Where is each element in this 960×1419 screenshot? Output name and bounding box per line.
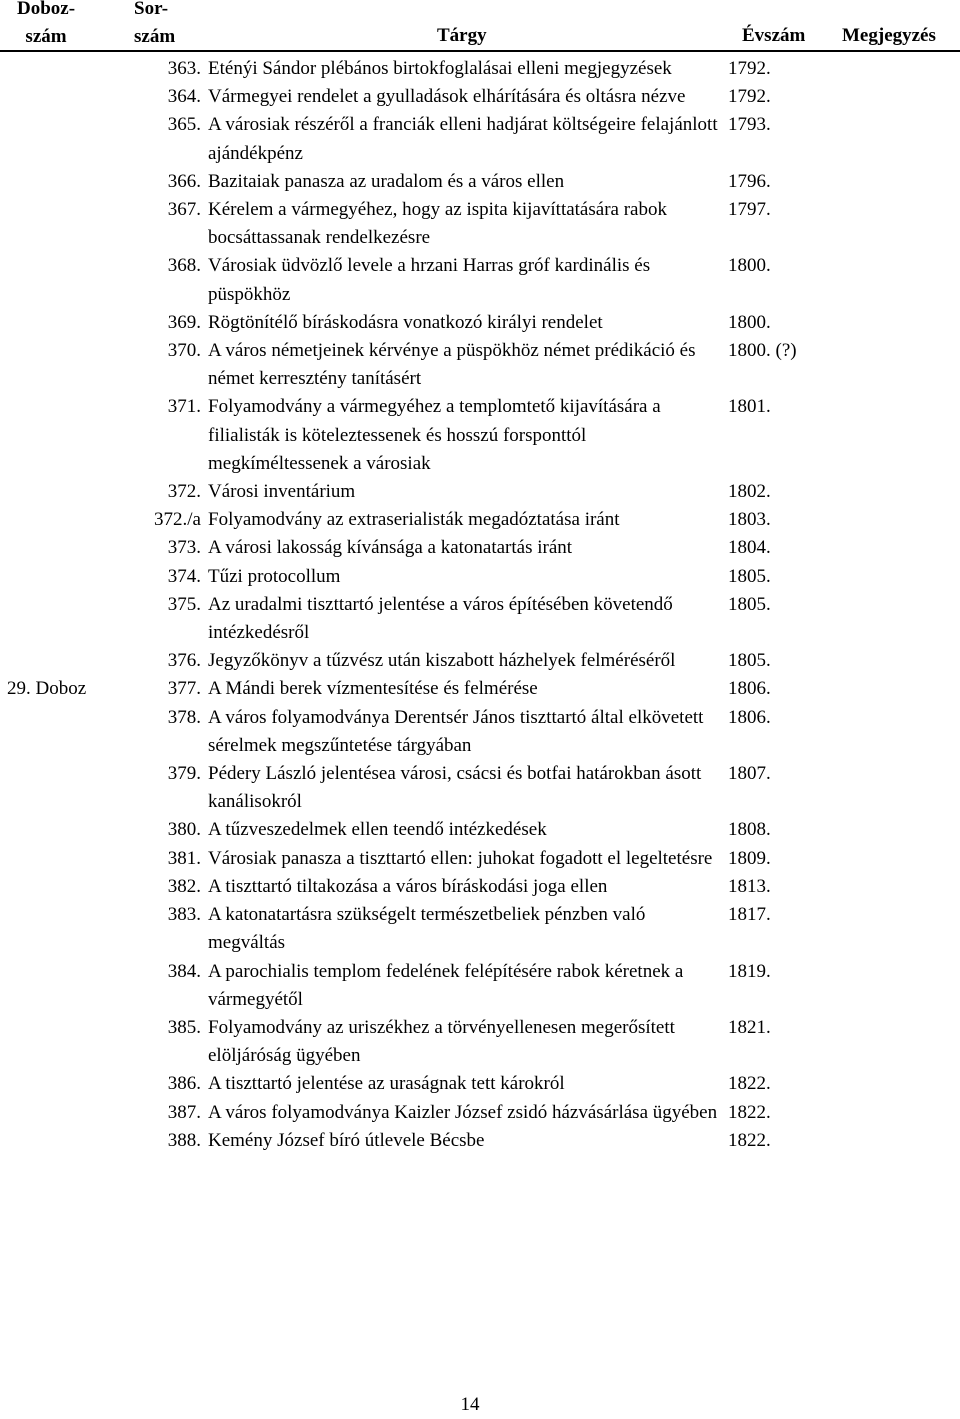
table-row [0, 873, 960, 901]
header-box-number: Doboz- szám [16, 0, 76, 47]
table-row [0, 1014, 960, 1070]
serial-number-cell: 383. [167, 904, 201, 926]
year-cell: 1792. [728, 58, 771, 79]
serial-number-cell: 367. [167, 199, 201, 221]
table-row [0, 563, 960, 591]
header-year: Évszám [742, 25, 806, 46]
table-row [0, 83, 960, 111]
table-row [0, 478, 960, 506]
subject-cell: A város folyamodványa Derentsér János tiszttartó által elkövetett sérelmek megszűntetése tárgyában [208, 706, 704, 756]
subject-cell: Városiak üdvözlő levele a hrzani Harras gróf kardinális és püspökhöz [208, 255, 651, 305]
serial-number-cell: 368. [167, 255, 201, 277]
serial-number-cell: 363. [167, 58, 201, 79]
subject-cell: A tiszttartó tiltakozása a város bíráskodási joga ellen [208, 875, 608, 897]
subject-cell: Tűzi protocollum [208, 565, 341, 587]
year-cell: 1801. [728, 396, 771, 418]
year-cell: 1800. [728, 255, 771, 277]
year-cell: 1817. [728, 904, 771, 926]
year-cell: 1805. [728, 593, 771, 615]
serial-number-cell: 372. [167, 481, 201, 503]
subject-cell: A város németjeinek kérvénye a püspökhöz német prédikáció és német kerresztény tanításért [208, 340, 696, 390]
year-cell: 1807. [728, 763, 771, 785]
year-cell: 1822. [728, 1073, 771, 1095]
table-row [0, 393, 960, 478]
serial-number-cell: 386. [167, 1073, 201, 1095]
serial-number-cell: 366. [167, 170, 201, 192]
page-number: 14 [460, 1394, 480, 1415]
table-row [0, 1127, 960, 1155]
subject-cell: A városiak részéről a franciák elleni hadjárat költségeire felajánlott ajándékpénz [208, 114, 718, 164]
record-list [0, 55, 960, 1155]
serial-number-cell: 377. [167, 678, 201, 700]
table-row [0, 1099, 960, 1127]
table-row [0, 168, 960, 196]
subject-cell: Pédery László jelentésea városi, csácsi és botfai határokban ásott kanálisokról [208, 763, 702, 813]
table-row [0, 704, 960, 760]
subject-cell: A város folyamodványa Kaizler József zsidó házvásárlása ügyében [208, 1101, 718, 1123]
serial-number-cell: 388. [167, 1129, 201, 1151]
year-cell: 1822. [728, 1129, 771, 1151]
subject-cell: Vármegyei rendelet a gyulladások elhárítására és oltásra nézve [208, 86, 686, 108]
serial-number-cell: 375. [167, 593, 201, 615]
table-row [0, 901, 960, 957]
subject-cell: A parochialis templom fedelének felépítésére rabok kéretnek a vármegyétől [208, 960, 684, 1010]
table-row [0, 337, 960, 393]
year-cell: 1822. [728, 1101, 771, 1123]
serial-number-cell: 385. [167, 1016, 201, 1038]
subject-cell: Jegyzőkönyv a tűzvész után kiszabott házhelyek felméréséről [208, 650, 676, 672]
serial-number-cell: 365. [167, 114, 201, 136]
subject-cell: A tűzveszedelmek ellen teendő intézkedések [208, 819, 547, 841]
serial-number-cell: 376. [167, 650, 201, 672]
year-cell: 1797. [728, 199, 771, 221]
table-row [0, 816, 960, 844]
year-cell: 1806. [728, 678, 771, 700]
subject-cell: Az uradalmi tiszttartó jelentése a város építésében követendő intézkedésről [208, 593, 673, 644]
year-cell: 1806. [728, 706, 771, 728]
table-row [0, 252, 960, 308]
year-cell: 1803. [728, 509, 771, 531]
serial-number-cell: 374. [167, 565, 201, 587]
table-row [0, 506, 960, 534]
year-cell: 1813. [728, 875, 771, 897]
serial-number-cell: 372./a [154, 509, 201, 531]
table-row [0, 196, 960, 252]
year-cell: 1802. [728, 481, 771, 503]
year-cell: 1793. [728, 114, 771, 136]
header-divider [0, 50, 960, 52]
year-cell: 1800. (?) [728, 340, 797, 362]
year-cell: 1804. [728, 537, 771, 559]
serial-number-cell: 373. [167, 537, 201, 559]
subject-cell: A Mándi berek vízmentesítése és felmérése [208, 678, 538, 700]
table-row [0, 55, 960, 83]
serial-number-cell: 384. [167, 960, 201, 982]
subject-cell: Városiak panasza a tiszttartó ellen: juhokat fogadott el legeltetésre [208, 847, 713, 869]
table-row [0, 958, 960, 1014]
serial-number-cell: 380. [167, 819, 201, 841]
table-row [0, 111, 960, 167]
table-row [0, 534, 960, 562]
serial-number-cell: 378. [167, 706, 201, 728]
serial-number-cell: 370. [167, 340, 201, 362]
table-row [0, 760, 960, 816]
subject-cell: Folyamodvány a vármegyéhez a templomtető kijavítására a filialisták is köteleztessenek és hosszú forsponttól megkíméltessenek a városiak [208, 396, 661, 474]
table-row [0, 647, 960, 675]
subject-cell: Folyamodvány az extraserialisták megadóztatása iránt [208, 509, 620, 531]
serial-number-cell: 369. [167, 311, 201, 333]
year-cell: 1808. [728, 819, 771, 841]
subject-cell: Rögtönítélő bíráskodásra vonatkozó királyi rendelet [208, 311, 603, 333]
serial-number-cell: 379. [167, 763, 201, 785]
subject-cell: Folyamodvány az uriszékhez a törvényellenesen megerősített elöljáróság ügyében [208, 1016, 675, 1067]
subject-cell: Kérelem a vármegyéhez, hogy az ispita kijavíttatására rabok bocsáttassanak rendelkezésre [208, 199, 667, 249]
subject-cell: Eténýi Sándor plébános birtokfoglalásai elleni megjegyzések [208, 58, 672, 79]
year-cell: 1796. [728, 170, 771, 192]
serial-number-cell: 381. [167, 847, 201, 869]
header-note: Megjegyzés [842, 25, 936, 46]
year-cell: 1805. [728, 565, 771, 587]
serial-number-cell: 364. [167, 86, 201, 108]
year-cell: 1809. [728, 847, 771, 869]
subject-cell: A tiszttartó jelentése az uraságnak tett károkról [208, 1073, 565, 1095]
subject-cell: Városi inventárium [208, 481, 356, 503]
year-cell: 1792. [728, 86, 771, 108]
serial-number-cell: 382. [167, 875, 201, 897]
serial-number-cell: 387. [167, 1101, 201, 1123]
header-serial-number: Sor- szám [134, 0, 176, 47]
table-row [0, 675, 960, 703]
year-cell: 1800. [728, 311, 771, 333]
year-cell: 1821. [728, 1016, 771, 1038]
subject-cell: A katonatartásra szükségelt természetbeliek pénzben való megváltás [208, 904, 646, 954]
table-row [0, 591, 960, 647]
year-cell: 1805. [728, 650, 771, 672]
year-cell: 1819. [728, 960, 771, 982]
subject-cell: A városi lakosság kívánsága a katonatartás iránt [208, 537, 573, 559]
serial-number-cell: 371. [167, 396, 201, 418]
header-subject: Tárgy [437, 25, 487, 46]
box-number-cell: 29. Doboz [7, 678, 87, 700]
table-row [0, 845, 960, 873]
subject-cell: Bazitaiak panasza az uradalom és a város ellen [208, 170, 565, 192]
subject-cell: Kemény József bíró útlevele Bécsbe [208, 1129, 485, 1151]
table-row [0, 1070, 960, 1098]
table-row [0, 309, 960, 337]
